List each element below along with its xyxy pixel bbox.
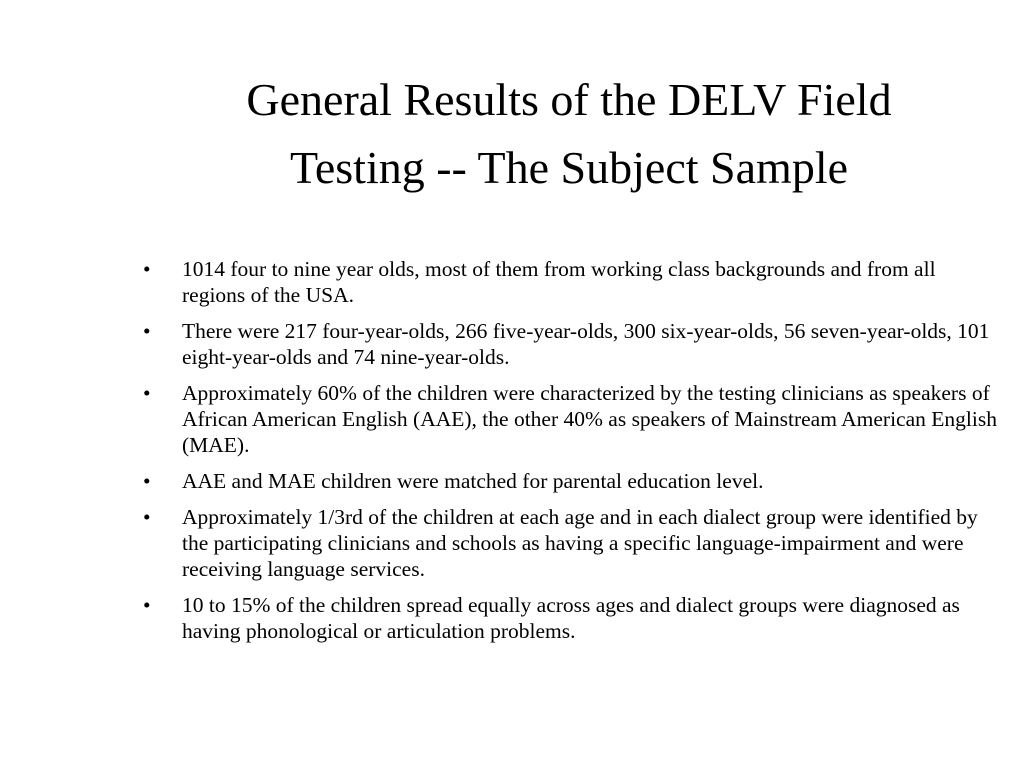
bullet-text: 10 to 15% of the children spread equally across ages and dialect groups were diagnosed as having phonological or articulation problems.: [182, 593, 960, 643]
bullet-text: Approximately 1/3rd of the children at each age and in each dialect group were identified by the participating clinicians and schools as having a specific language-impairment and were receiving language services.: [182, 505, 978, 581]
bullet-point-icon: •: [143, 469, 151, 493]
bullet-point-icon: •: [143, 319, 151, 343]
bullet-text: 1014 four to nine year olds, most of them from working class backgrounds and from all regions of the USA.: [182, 257, 936, 307]
bullet-item: [143, 468, 1003, 494]
slide-title: [150, 66, 988, 202]
bullet-text: There were 217 four-year-olds, 266 five-year-olds, 300 six-year-olds, 56 seven-year-olds, 101 eight-year-olds and 74 nine-year-olds.: [182, 319, 990, 369]
bullet-text: AAE and MAE children were matched for parental education level.: [182, 469, 764, 493]
slide-title-line-1: General Results of the DELV Field: [246, 74, 892, 125]
bullet-point-icon: •: [143, 505, 151, 529]
bullet-point-icon: •: [143, 257, 151, 281]
bullet-list: [143, 256, 1003, 654]
bullet-item: [143, 380, 1003, 458]
bullet-item: [143, 318, 1003, 370]
bullet-item: [143, 504, 1003, 582]
bullet-item: [143, 256, 1003, 308]
bullet-text: Approximately 60% of the children were characterized by the testing clinicians as speakers of African American English (AAE), the other 40% as speakers of Mainstream American English (MAE).: [182, 381, 997, 457]
bullet-point-icon: •: [143, 593, 151, 617]
bullet-item: [143, 592, 1003, 644]
slide-title-line-2: Testing -- The Subject Sample: [289, 142, 849, 193]
bullet-point-icon: •: [143, 381, 151, 405]
